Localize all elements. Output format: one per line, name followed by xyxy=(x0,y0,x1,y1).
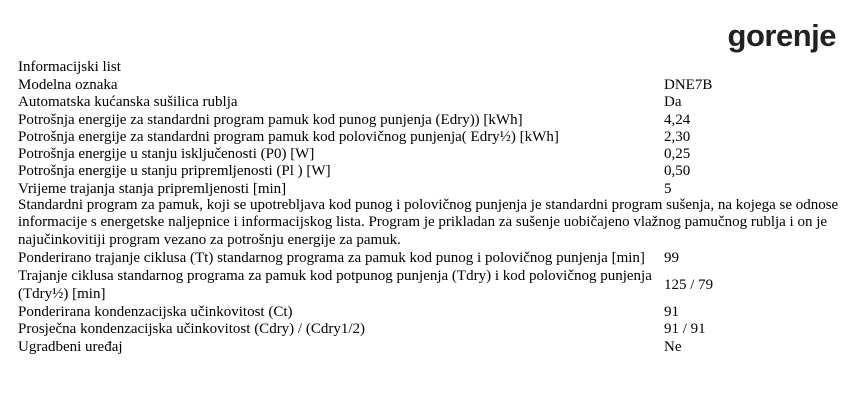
row-value: 2,30 xyxy=(664,128,691,145)
info-row-built-in xyxy=(18,338,848,355)
row-value: DNE7B xyxy=(664,77,713,93)
row-value: Da xyxy=(664,94,682,111)
row-label: Trajanje ciklusa standarnog programa za pamuk kod potpunog punjenja (Tdry) i kod polovičnog punjenja (Tdry½) [min] xyxy=(18,267,652,302)
row-label: Vrijeme trajanja stanja pripremljenosti [min] xyxy=(18,180,287,197)
information-sheet xyxy=(18,58,848,355)
row-label: Automatska kućanska sušilica rublja xyxy=(18,94,238,111)
info-row-energy-full xyxy=(18,111,848,128)
row-value: 99 xyxy=(664,249,679,266)
row-label: Ponderirano trajanje ciklusa (Tt) standarnog programa za pamuk kod punog i polovičnog punjenja [min] xyxy=(18,249,645,266)
row-label: Potrošnja energije u stanju isključenosti (P0) [W] xyxy=(18,146,315,163)
row-value: 91 / 91 xyxy=(664,321,706,338)
info-row-off-mode xyxy=(18,145,848,162)
row-label: Potrošnja energije u stanju pripremljenosti (Pl ) [W] xyxy=(18,163,331,180)
info-row-model xyxy=(18,76,848,93)
brand-logo: gorenje xyxy=(727,18,836,53)
row-label: Prosječna kondenzacijska učinkovitost (Cdry) / (Cdry1/2) xyxy=(18,321,366,338)
row-label: Potrošnja energije za standardni program pamuk kod polovičnog punjenja( Edry½) [kWh] xyxy=(18,128,559,145)
info-row-left-on-mode xyxy=(18,162,848,179)
info-row-energy-half xyxy=(18,128,848,145)
row-value: 91 xyxy=(664,303,679,320)
info-row-weighted-cycle-time xyxy=(18,249,848,267)
standard-program-note: Standardni program za pamuk, koji se upotrebljava kod punog i polovičnog punjenja je standardni program sušenja, na kojega se odnose informacije s energetske naljepnice i informacijskog lista. Program je prikladan za sušenje uobičajeno vlažnog pamučnog rublja i on je najučinkovitiji program vezano za potrošnju energije za pamuk. xyxy=(18,197,839,248)
row-label: Potrošnja energije za standardni program pamuk kod punog punjenja (Edry)) [kWh] xyxy=(18,111,523,128)
info-row-automatic xyxy=(18,93,848,110)
sheet-title: Informacijski list xyxy=(18,59,121,75)
row-value: 5 xyxy=(664,180,672,197)
row-value: Ne xyxy=(664,338,682,355)
row-label: Ponderirana kondenzacijska učinkovitost (Ct) xyxy=(18,303,293,320)
row-value: 4,24 xyxy=(664,111,691,128)
info-row-left-on-duration xyxy=(18,180,848,197)
info-row-cycle-time xyxy=(18,267,848,303)
row-value: 0,50 xyxy=(664,163,691,180)
row-label: Ugradbeni uređaj xyxy=(18,338,123,355)
row-value: 0,25 xyxy=(664,146,691,163)
info-row-average-condensation xyxy=(18,320,848,337)
row-label: Modelna oznaka xyxy=(18,77,118,93)
info-row-weighted-condensation xyxy=(18,303,848,320)
row-value: 125 / 79 xyxy=(664,276,714,293)
